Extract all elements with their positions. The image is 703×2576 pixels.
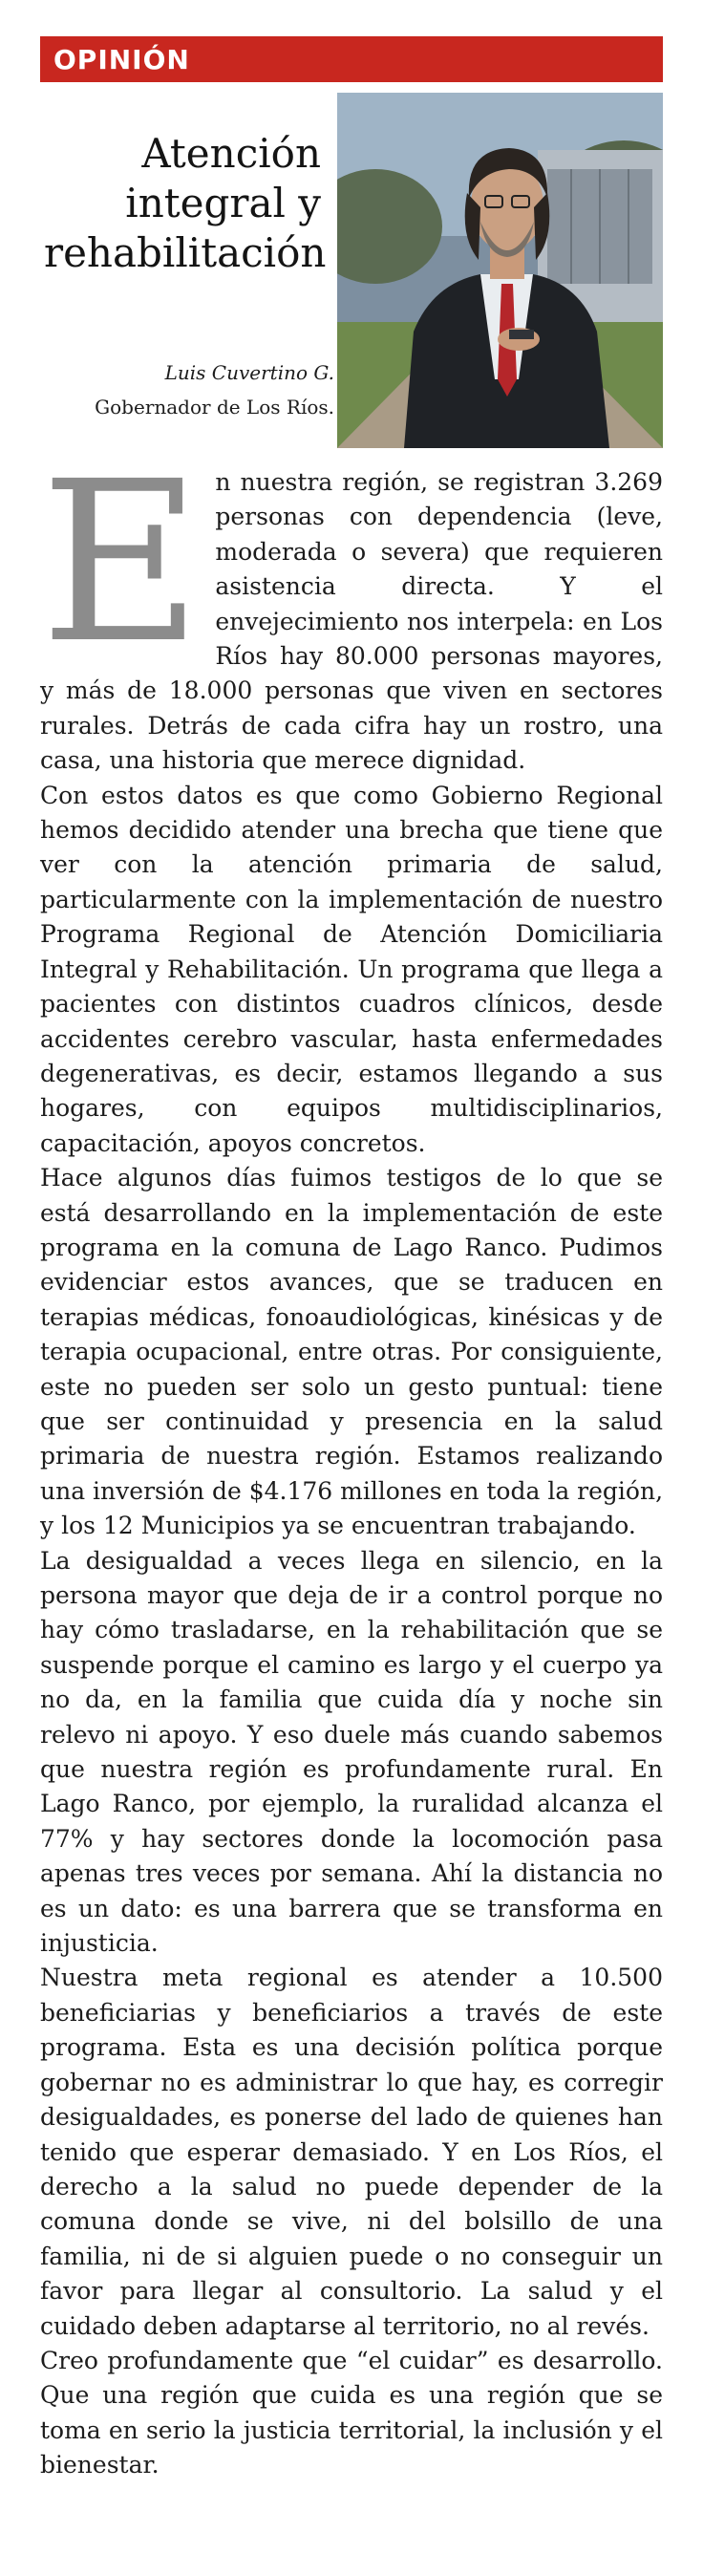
article-title — [44, 129, 327, 278]
author-name: Luis Cuvertino G. — [164, 361, 334, 384]
paragraph-6: Creo profundamente que “el cuidar” es desarrollo. Que una región que cuida es una región que se toma en serio la justicia territorial, la inclusión y el bienestar. — [40, 2346, 663, 2479]
paragraph-5: Nuestra meta regional es atender a 10.500 beneficiarias y beneficiarios a través de este programa. Esta es una decisión política porque gobernar no es administrar lo que hay, es corregir desigualdades, es ponerse del lado de quienes han tenido que esperar demasiado. Y en Los Ríos, el derecho a la salud no puede depender de la comuna donde se vive, ni del bolsillo de una familia, ni de si alguien puede o no conseguir un favor para llegar al consultorio. La salud y el cuidado deben adaptarse al territorio, no al revés. — [40, 1964, 663, 2340]
section-header-bar — [40, 36, 663, 82]
drop-cap: E — [40, 434, 202, 692]
paragraph-4: La desigualdad a veces llega en silencio, en la persona mayor que deja de ir a control porque no hay cómo trasladarse, en la rehabilitación que se suspende porque el camino es largo y el cuerpo ya no da, en la familia que cuida día y noche sin relevo ni apoyo. Y eso duele más cuando sabemos que nuestra región es profundamente rural. En Lago Ranco, por ejemplo, la ruralidad alcanza el 77% y hay sectores donde la locomoción pasa apenas tres veces por semana. Ahí la distancia no es un dato: es una barrera que se transforma en injusticia. — [40, 1546, 663, 1958]
paragraph-2: Con estos datos es que como Gobierno Regional hemos decidido atender una brecha que tiene que ver con la atención primaria de salud, particularmente con la implementación de nuestro Programa Regional de Atención Domiciliaria Integral y Rehabilitación. Un programa que llega a pacientes con distintos cuadros clínicos, desde accidentes cerebro vascular, hasta enfermedades degenerativas, es decir, estamos llegando a sus hogares, con equipos multidisciplinarios, capacitación, apoyos concretos. — [40, 781, 663, 1157]
title-line-1: Atención — [141, 130, 321, 177]
author-role: Gobernador de Los Ríos. — [95, 396, 334, 419]
title-line-3: rehabilitación — [44, 229, 327, 276]
title-line-2: integral y — [125, 180, 321, 226]
section-label: OPINIÓN — [53, 44, 190, 75]
article-body — [40, 434, 664, 2483]
paragraph-3: Hace algunos días fuimos testigos de lo que se está desarrollando en la implementación de este programa en la comuna de Lago Ranco. Pudimos evidenciar estos avances, que se traducen en terapias médicas, fonoaudiológicas, kinésicas y de terapia ocupacional, entre otras. Por consiguiente, este no pueden ser solo un gesto puntual: tiene que ser continuidad y presencia en la salud primaria de nuestra región. Estamos realizando una inversión de $4.176 millones en toda la región, y los 12 Municipios ya se encuentran trabajando. — [40, 1164, 664, 1540]
paragraph-1: n nuestra región, se registran 3.269 personas con dependencia (leve, moderada o severa) que requieren asistencia directa. Y el envejecimiento nos interpela: en Los Ríos hay 80.000 personas mayores, y más de 18.000 personas que viven en sectores rurales. Detrás de cada cifra hay un rostro, una casa, una historia que merece dignidad. — [40, 468, 663, 775]
author-portrait-photo — [337, 93, 663, 448]
